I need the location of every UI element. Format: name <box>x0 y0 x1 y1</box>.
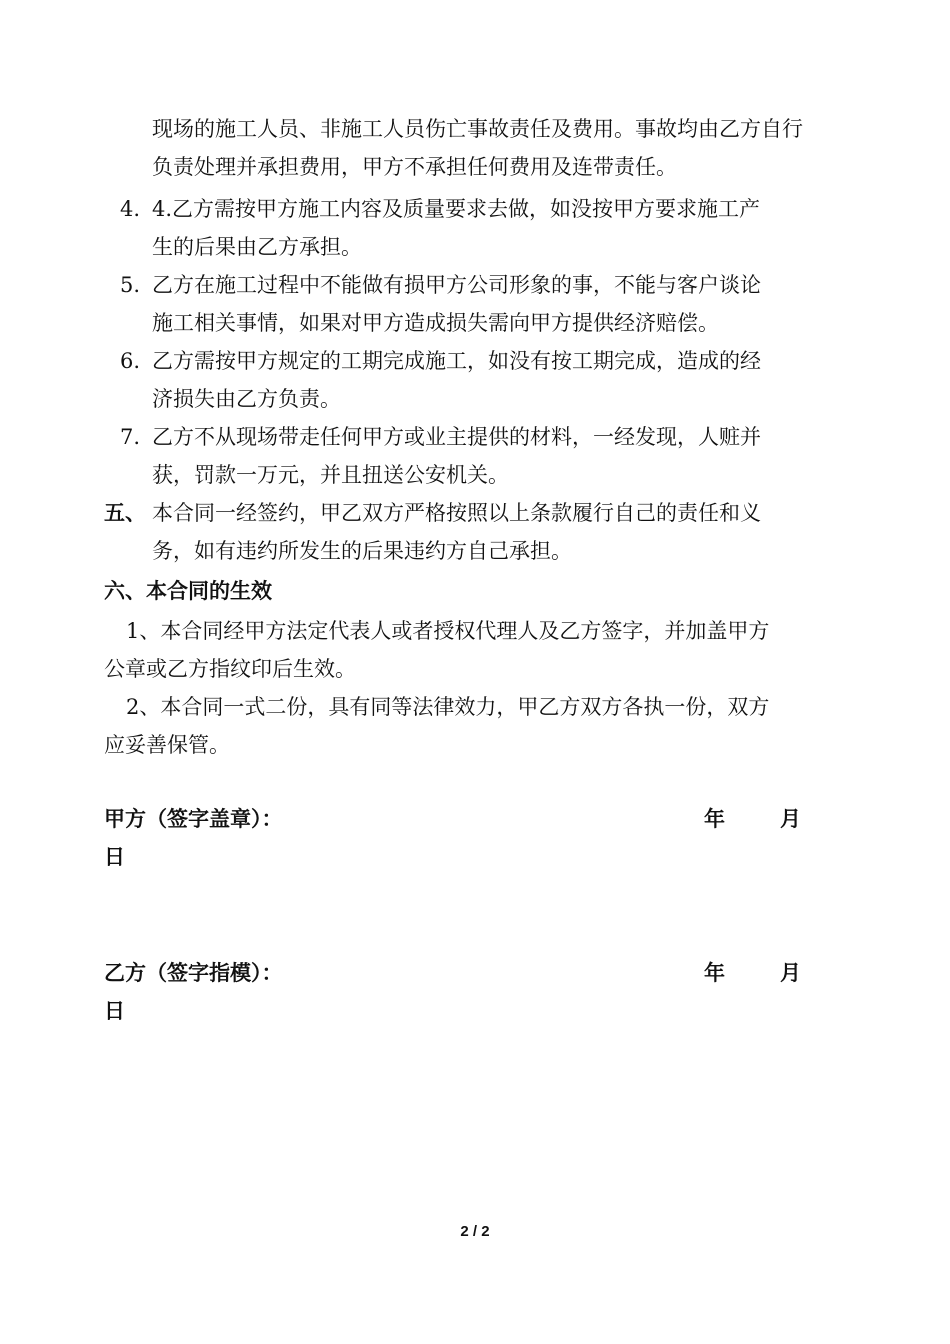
party-b-month: 月 <box>780 960 801 985</box>
section6-p2-line-2: 应妥善保管。 <box>104 733 230 757</box>
section6-p1-line-1: 1、本合同经甲方法定代表人或者授权代理人及乙方签字，并加盖甲方 <box>126 619 770 643</box>
party-b-year: 年 <box>704 960 725 985</box>
party-a-label: 甲方（签字盖章）： <box>104 806 283 831</box>
party-a-month: 月 <box>780 806 801 831</box>
list-item-number: 6. <box>120 349 141 373</box>
continuation-line-2: 负责处理并承担费用，甲方不承担任何费用及连带责任。 <box>152 155 677 179</box>
list-item-line: 施工相关事情，如果对甲方造成损失需向甲方提供经济赔偿。 <box>152 311 719 335</box>
section5-line-1: 本合同一经签约，甲乙双方严格按照以上条款履行自己的责任和义 <box>152 501 761 525</box>
section6-heading: 六、本合同的生效 <box>104 578 272 603</box>
continuation-line-1: 现场的施工人员、非施工人员伤亡事故责任及费用。事故均由乙方自行 <box>152 117 803 141</box>
list-item-line: 获，罚款一万元，并且扭送公安机关。 <box>152 463 509 487</box>
list-item-line: 乙方在施工过程中不能做有损甲方公司形象的事，不能与客户谈论 <box>152 273 761 297</box>
section5-label: 五、 <box>104 500 146 525</box>
section6-p2-line-1: 2、本合同一式二份，具有同等法律效力，甲乙方双方各执一份，双方 <box>126 695 770 719</box>
party-b-day: 日 <box>104 998 125 1023</box>
list-item-line: 4.乙方需按甲方施工内容及质量要求去做，如没按甲方要求施工产 <box>152 197 761 221</box>
list-item-number: 5. <box>120 273 141 297</box>
page-number: 2 / 2 <box>460 1223 490 1240</box>
party-b-label: 乙方（签字指模）： <box>104 960 283 985</box>
party-a-day: 日 <box>104 844 125 869</box>
list-item-number: 7. <box>120 425 141 449</box>
list-item-line: 乙方需按甲方规定的工期完成施工，如没有按工期完成，造成的经 <box>152 349 761 373</box>
list-item-line: 乙方不从现场带走任何甲方或业主提供的材料，一经发现，人赃并 <box>152 425 761 449</box>
list-item-number: 4. <box>120 197 141 221</box>
list-item-line: 济损失由乙方负责。 <box>152 387 341 411</box>
section5-line-2: 务，如有违约所发生的后果违约方自己承担。 <box>152 539 572 563</box>
list-item-line: 生的后果由乙方承担。 <box>152 235 362 259</box>
party-a-year: 年 <box>704 806 725 831</box>
section6-p1-line-2: 公章或乙方指纹印后生效。 <box>104 657 356 681</box>
